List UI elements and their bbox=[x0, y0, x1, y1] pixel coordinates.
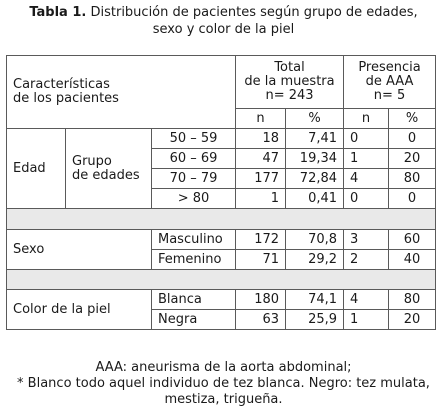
title-text: Distribución de pacientes según grupo de edades, bbox=[90, 5, 418, 20]
aaa-n: 4 bbox=[344, 169, 389, 189]
characteristics-line-1: Características bbox=[13, 77, 110, 92]
separator-row bbox=[7, 270, 436, 290]
aaa-n: 3 bbox=[344, 230, 389, 250]
total-n: 1 bbox=[236, 189, 286, 209]
total-pct: 25,9 bbox=[286, 310, 344, 330]
age-group-label bbox=[66, 129, 152, 209]
age-range: 70 – 79 bbox=[152, 169, 236, 189]
title-line-1 bbox=[0, 4, 447, 21]
total-header bbox=[236, 56, 344, 109]
total-pct: 7,41 bbox=[286, 129, 344, 149]
age-range: 60 – 69 bbox=[152, 149, 236, 169]
total-line-3: n= 243 bbox=[265, 88, 314, 103]
aaa-line-3: n= 5 bbox=[373, 88, 406, 103]
total-n: 47 bbox=[236, 149, 286, 169]
total-pct: 19,34 bbox=[286, 149, 344, 169]
aaa-n-header: n bbox=[344, 109, 389, 129]
separator-row bbox=[7, 209, 436, 230]
sex-name: Femenino bbox=[152, 250, 236, 270]
aaa-n: 2 bbox=[344, 250, 389, 270]
total-n: 177 bbox=[236, 169, 286, 189]
aaa-pct: 0 bbox=[389, 129, 436, 149]
aaa-n: 0 bbox=[344, 129, 389, 149]
table-row bbox=[7, 290, 436, 310]
total-n-header: n bbox=[236, 109, 286, 129]
sexo-label: Sexo bbox=[7, 230, 152, 270]
total-n: 18 bbox=[236, 129, 286, 149]
age-group-line-1: Grupo bbox=[72, 153, 112, 169]
table-title bbox=[0, 4, 447, 38]
total-pct: 72,84 bbox=[286, 169, 344, 189]
skin-name: Negra bbox=[152, 310, 236, 330]
aaa-pct: 20 bbox=[389, 149, 436, 169]
aaa-line-2: de AAA bbox=[365, 74, 414, 89]
aaa-n: 0 bbox=[344, 189, 389, 209]
aaa-n: 4 bbox=[344, 290, 389, 310]
aaa-line-1: Presencia bbox=[358, 60, 421, 75]
aaa-pct: 60 bbox=[389, 230, 436, 250]
aaa-pct: 0 bbox=[389, 189, 436, 209]
footnote-line-3: mestiza, trigueña. bbox=[164, 392, 283, 407]
footnote-line-1: AAA: aneurisma de la aorta abdominal; bbox=[95, 360, 352, 375]
aaa-n: 1 bbox=[344, 149, 389, 169]
total-n: 180 bbox=[236, 290, 286, 310]
footnote-line-2: * Blanco todo aquel individuo de tez blanca. Negro: tez mulata, bbox=[17, 376, 430, 391]
patients-table bbox=[6, 55, 436, 330]
table-row bbox=[7, 230, 436, 250]
separator-cell bbox=[7, 209, 436, 230]
total-n: 172 bbox=[236, 230, 286, 250]
age-range: > 80 bbox=[152, 189, 236, 209]
total-line-2: de la muestra bbox=[244, 74, 335, 89]
title-line-2: sexo y color de la piel bbox=[152, 22, 295, 37]
skin-color-label: Color de la piel bbox=[7, 290, 152, 330]
aaa-pct-header: % bbox=[389, 109, 436, 129]
aaa-header bbox=[344, 56, 436, 109]
aaa-pct: 80 bbox=[389, 169, 436, 189]
total-pct: 0,41 bbox=[286, 189, 344, 209]
title-label: Tabla 1. bbox=[29, 5, 87, 20]
aaa-n: 1 bbox=[344, 310, 389, 330]
total-pct: 74,1 bbox=[286, 290, 344, 310]
table-row bbox=[7, 129, 436, 149]
footnotes bbox=[0, 360, 447, 408]
aaa-pct: 20 bbox=[389, 310, 436, 330]
age-range: 50 – 59 bbox=[152, 129, 236, 149]
total-n: 63 bbox=[236, 310, 286, 330]
aaa-pct: 40 bbox=[389, 250, 436, 270]
total-pct: 29,2 bbox=[286, 250, 344, 270]
age-group-line-2: de edades bbox=[72, 167, 140, 183]
skin-name: Blanca bbox=[152, 290, 236, 310]
aaa-pct: 80 bbox=[389, 290, 436, 310]
total-n: 71 bbox=[236, 250, 286, 270]
sex-name: Masculino bbox=[152, 230, 236, 250]
total-pct-header: % bbox=[286, 109, 344, 129]
total-line-1: Total bbox=[274, 60, 305, 75]
characteristics-header bbox=[7, 56, 236, 129]
total-pct: 70,8 bbox=[286, 230, 344, 250]
characteristics-line-2: de los pacientes bbox=[13, 91, 119, 106]
header-row bbox=[7, 56, 436, 109]
separator-cell bbox=[7, 270, 436, 290]
edad-label: Edad bbox=[7, 129, 66, 209]
